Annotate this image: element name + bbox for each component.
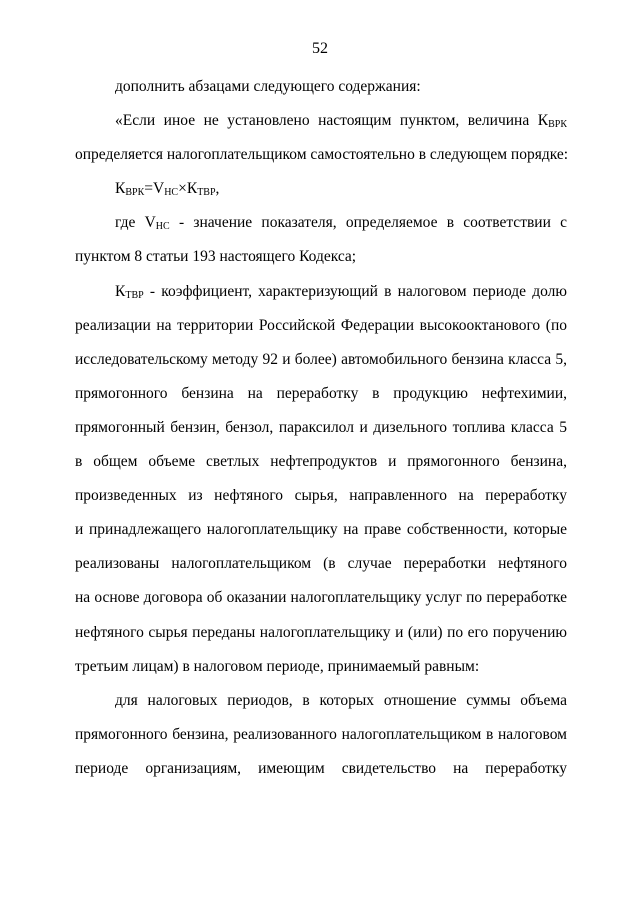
paragraph-line: «Если иное не установлено настоящим пунктом, величина $К_{ВРК}$: [115, 112, 567, 131]
paragraph-line: произведенных из нефтяного сырья, направленного на переработку: [75, 487, 567, 505]
paragraph-line: реализованы налогоплательщиком (в случае переработки нефтяного: [75, 555, 567, 573]
paragraph-line: где $V_{НС}$ - значение показателя, определяемое в соответствии с: [115, 214, 567, 233]
paragraph-line: для налоговых периодов, в которых отношение суммы объема: [115, 691, 567, 709]
page-number: 52: [312, 40, 328, 57]
paragraph-line: в общем объеме светлых нефтепродуктов и прямогонного бензина,: [75, 453, 567, 471]
paragraph-line: $К_{ТВР}$ - коэффициент, характеризующий в налоговом периоде долю: [115, 282, 567, 301]
paragraph-line: периоде организациям, имеющим свидетельство на переработку: [75, 759, 567, 777]
paragraph-line: дополнить абзацами следующего содержания:: [115, 78, 421, 95]
paragraph-line: реализации на территории Российской Федерации высокооктанового (по: [75, 316, 567, 334]
paragraph-line: определяется налогоплательщиком самостоятельно в следующем порядке:: [75, 146, 569, 164]
paragraph-line: прямогонного бензина, реализованного налогоплательщиком в налоговом: [75, 725, 567, 743]
paragraph-line: прямогонного бензина на переработку в продукцию нефтехимии,: [75, 384, 567, 402]
paragraph-line: прямогонный бензин, бензол, параксилол и дизельного топлива класса 5: [75, 418, 567, 436]
paragraph-line: на основе договора об оказании налогоплательщику услуг по переработке: [75, 589, 567, 607]
paragraph-line: третьим лицам) в налоговом периоде, принимаемый равным:: [75, 657, 480, 675]
formula-line: $К_{ВРК}=V_{НС}\times К_{ТВР}$,: [115, 180, 220, 199]
paragraph-line: пунктом 8 статьи 193 настоящего Кодекса;: [75, 248, 357, 266]
paragraph-line: и принадлежащего налогоплательщику на праве собственности, которые: [75, 521, 567, 539]
paragraph-line: нефтяного сырья переданы налогоплательщику и (или) по его поручению: [75, 623, 567, 641]
document-body: [75, 70, 567, 786]
paragraph-line: исследовательскому методу 92 и более) автомобильного бензина класса 5,: [75, 350, 567, 368]
